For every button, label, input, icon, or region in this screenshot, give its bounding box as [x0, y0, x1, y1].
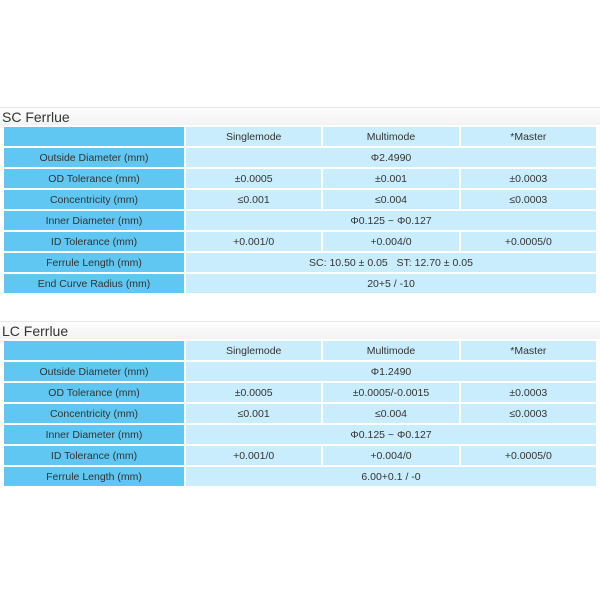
row-value: Φ0.125 ~ Φ0.127: [186, 425, 596, 444]
header-multimode: Multimode: [323, 341, 458, 360]
table-row: [4, 211, 596, 230]
table-row: [4, 467, 596, 486]
sc-section-title: SC Ferrlue: [0, 107, 600, 125]
row-value: 20+5 / -10: [186, 274, 596, 293]
table-row: [4, 362, 596, 381]
row-value: ≤0.004: [323, 190, 458, 209]
lc-spec-table: [2, 339, 598, 488]
header-singlemode: Singlemode: [186, 127, 321, 146]
row-value: +0.0005/0: [461, 232, 596, 251]
table-row: [4, 383, 596, 402]
table-header-row: [4, 341, 596, 360]
row-value: 6.00+0.1 / -0: [186, 467, 596, 486]
row-label: OD Tolerance (mm): [4, 169, 184, 188]
row-label: Outside Diameter (mm): [4, 148, 184, 167]
row-value: ≤0.0003: [461, 404, 596, 423]
row-value: +0.001/0: [186, 232, 321, 251]
row-value: ≤0.0003: [461, 190, 596, 209]
table-row: [4, 425, 596, 444]
table-row: [4, 253, 596, 272]
header-multimode: Multimode: [323, 127, 458, 146]
row-value: +0.001/0: [186, 446, 321, 465]
row-value: ±0.001: [323, 169, 458, 188]
row-value: +0.004/0: [323, 446, 458, 465]
row-value: ≤0.004: [323, 404, 458, 423]
table-header-row: [4, 127, 596, 146]
header-master: *Master: [461, 127, 596, 146]
table-row: [4, 446, 596, 465]
row-value: ≤0.001: [186, 190, 321, 209]
row-label: Inner Diameter (mm): [4, 425, 184, 444]
header-corner: [4, 341, 184, 360]
row-label: Concentricity (mm): [4, 190, 184, 209]
header-master: *Master: [461, 341, 596, 360]
table-row: [4, 169, 596, 188]
row-label: OD Tolerance (mm): [4, 383, 184, 402]
header-corner: [4, 127, 184, 146]
row-value: ±0.0005: [186, 169, 321, 188]
row-value: Φ2.4990: [186, 148, 596, 167]
row-label: ID Tolerance (mm): [4, 232, 184, 251]
header-singlemode: Singlemode: [186, 341, 321, 360]
row-value: ±0.0005/-0.0015: [323, 383, 458, 402]
table-row: [4, 232, 596, 251]
table-row: [4, 274, 596, 293]
row-label: End Curve Radius (mm): [4, 274, 184, 293]
table-row: [4, 404, 596, 423]
row-label: Outside Diameter (mm): [4, 362, 184, 381]
row-value: ±0.0003: [461, 383, 596, 402]
row-value: Φ1.2490: [186, 362, 596, 381]
row-label: Ferrule Length (mm): [4, 253, 184, 272]
row-value: Φ0.125 ~ Φ0.127: [186, 211, 596, 230]
row-label: ID Tolerance (mm): [4, 446, 184, 465]
sc-spec-table: [2, 125, 598, 295]
lc-section-title: LC Ferrlue: [0, 321, 600, 339]
row-label: Ferrule Length (mm): [4, 467, 184, 486]
row-value: +0.0005/0: [461, 446, 596, 465]
row-value: +0.004/0: [323, 232, 458, 251]
row-label: Inner Diameter (mm): [4, 211, 184, 230]
table-row: [4, 148, 596, 167]
row-label: Concentricity (mm): [4, 404, 184, 423]
row-value: SC: 10.50 ± 0.05 ST: 12.70 ± 0.05: [186, 253, 596, 272]
table-row: [4, 190, 596, 209]
row-value: ±0.0003: [461, 169, 596, 188]
row-value: ≤0.001: [186, 404, 321, 423]
row-value: ±0.0005: [186, 383, 321, 402]
